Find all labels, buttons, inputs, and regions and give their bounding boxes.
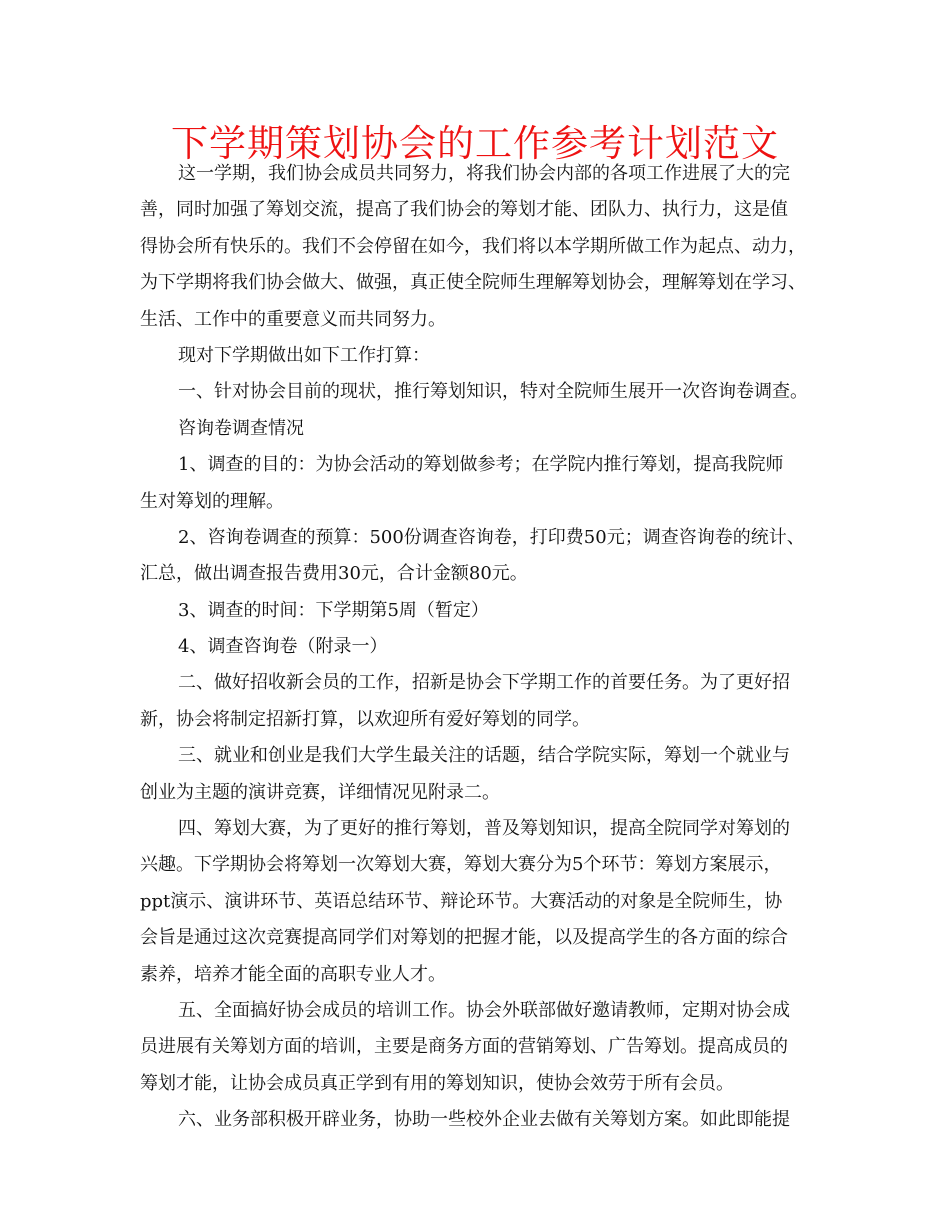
- body-line: 兴趣。下学期协会将筹划一次筹划大赛，筹划大赛分为5个环节：筹划方案展示，: [140, 854, 782, 876]
- body-line: 现对下学期做出如下工作打算：: [178, 344, 430, 366]
- body-line: 咨询卷调查情况: [178, 417, 304, 439]
- body-line: 得协会所有快乐的。我们不会停留在如今，我们将以本学期所做工作为起点、动力，: [140, 235, 806, 257]
- body-line: 一、针对协会目前的现状，推行筹划知识，特对全院师生展开一次咨询卷调查。: [178, 381, 808, 403]
- body-line: 生活、工作中的重要意义而共同努力。: [140, 308, 446, 330]
- body-line: 3、调查的时间：下学期第5周（暂定）: [178, 599, 489, 621]
- body-line: 筹划才能，让协会成员真正学到有用的筹划知识，使协会效劳于所有会员。: [140, 1072, 734, 1094]
- body-line: 四、筹划大赛，为了更好的推行筹划，普及筹划知识，提高全院同学对筹划的: [178, 818, 790, 840]
- body-line: 五、全面搞好协会成员的培训工作。协会外联部做好邀请教师，定期对协会成: [178, 999, 790, 1021]
- body-line: 员进展有关筹划方面的培训，主要是商务方面的营销筹划、广告筹划。提高成员的: [140, 1036, 788, 1058]
- body-line: 4、调查咨询卷（附录一）: [178, 636, 388, 658]
- body-line: 二、做好招收新会员的工作，招新是协会下学期工作的首要任务。为了更好招: [178, 672, 790, 694]
- body-line: 为下学期将我们协会做大、做强，真正使全院师生理解筹划协会，理解筹划在学习、: [140, 272, 806, 294]
- body-line: 会旨是通过这次竞赛提高同学们对筹划的把握才能，以及提高学生的各方面的综合: [140, 927, 788, 949]
- body-line: 2、咨询卷调查的预算：500份调查咨询卷，打印费50元；调查咨询卷的统计、: [178, 526, 805, 548]
- body-line: 生对筹划的理解。: [140, 490, 284, 512]
- body-line: 三、就业和创业是我们大学生最关注的话题，结合学院实际，筹划一个就业与: [178, 745, 790, 767]
- body-line: 1、调查的目的：为协会活动的筹划做参考；在学院内推行筹划，提高我院师: [178, 454, 784, 476]
- body-line: 这一学期，我们协会成员共同努力，将我们协会内部的各项工作进展了大的完: [178, 163, 790, 184]
- body-line: 新，协会将制定招新打算，以欢迎所有爱好筹划的同学。: [140, 708, 590, 730]
- body-line: 素养，培养才能全面的高职专业人才。: [140, 963, 446, 985]
- body-line: 创业为主题的演讲竞赛，详细情况见附录二。: [140, 781, 500, 803]
- body-line: 汇总，做出调查报告费用30元，合计金额80元。: [140, 563, 528, 585]
- document-body: [140, 156, 830, 1139]
- body-line: 六、业务部积极开辟业务，协助一些校外企业去做有关筹划方案。如此即能提: [178, 1109, 790, 1131]
- body-line: ppt演示、演讲环节、英语总结环节、辩论环节。大赛活动的对象是全院师生，协: [140, 890, 783, 912]
- document-title: 下学期策划协会的工作参考计划范文: [171, 122, 779, 165]
- body-line: 善，同时加强了筹划交流，提高了我们协会的筹划才能、团队力、执行力，这是值: [140, 199, 788, 221]
